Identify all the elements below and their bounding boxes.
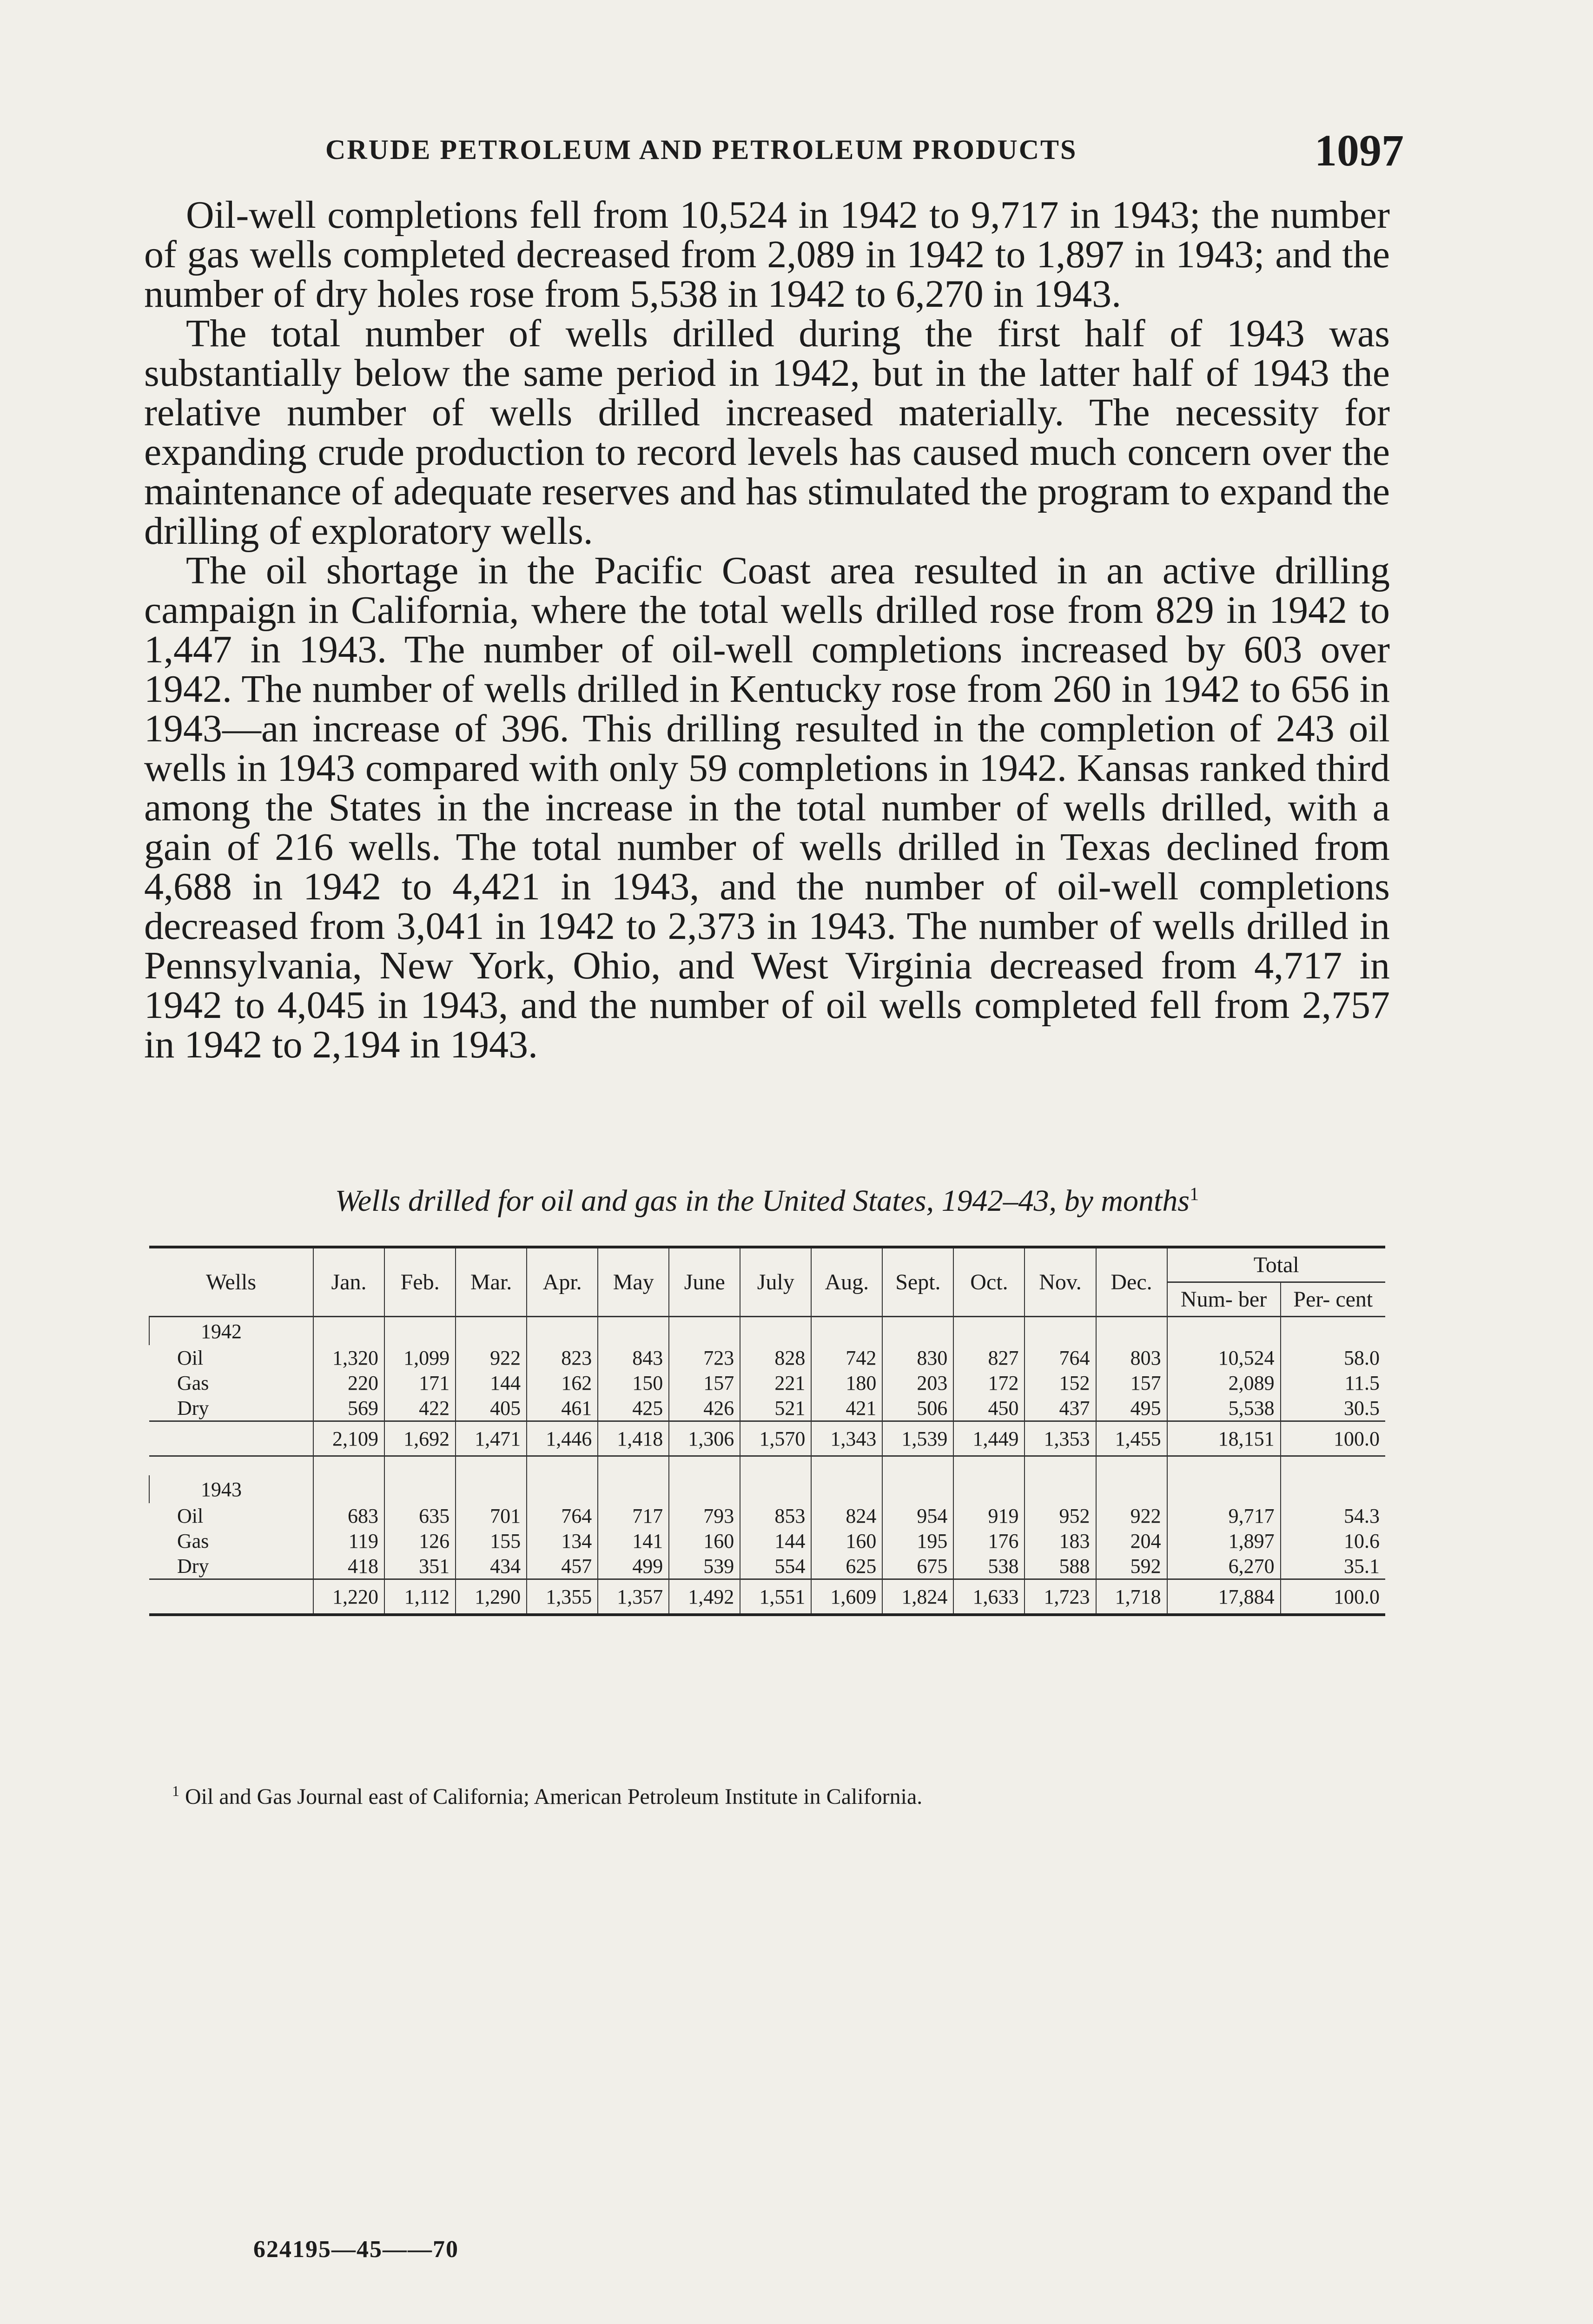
total-cell: 1,343 (811, 1421, 882, 1456)
table-cell: 764 (527, 1503, 598, 1528)
table-cell: 418 (313, 1553, 384, 1579)
table-cell: 843 (598, 1345, 669, 1370)
header-month: May (598, 1247, 669, 1317)
table-cell: 422 (384, 1395, 456, 1421)
table-cell: 176 (953, 1528, 1025, 1553)
table-cell: 1,099 (384, 1345, 456, 1370)
table-cell: 1,320 (313, 1345, 384, 1370)
total-cell: 1,418 (598, 1421, 669, 1456)
table-row (149, 1503, 1385, 1528)
table-cell: 569 (313, 1395, 384, 1421)
paragraph: The oil shortage in the Pacific Coast area resulted in an active drilling campaign in California, where the total wells drilled rose from 829 in 1942 to 1,447 in 1943. The number of oil-well completions increased by 603 over 1942. The number of wells drilled in Kentucky rose from 260 in 1942 to 656 in 1943—an increase of 396. This drilling resulted in the completion of 243 oil wells in 1943 compared with only 59 completions in 1942. Kansas ranked third among the States in the increase in the total number of wells drilled, with a gain of 216 wells. The total number of wells drilled in Texas declined from 4,688 in 1942 to 4,421 in 1943, and the number of oil-well completions decreased from 3,041 in 1942 to 2,373 in 1943. The number of wells drilled in Pennsylvania, New York, Ohio, and West Virginia decreased from 4,717 in 1942 to 4,045 in 1943, and the number of oil wells completed fell from 2,757 in 1942 to 2,194 in 1943. (144, 549, 1390, 1066)
table-cell: 5,538 (1167, 1395, 1281, 1421)
table-cell: 2,089 (1167, 1370, 1281, 1395)
header-month: Nov. (1025, 1247, 1096, 1317)
table-cell: 675 (882, 1553, 953, 1579)
table-cell: 922 (456, 1345, 527, 1370)
table-cell: 203 (882, 1370, 953, 1395)
table-cell: 426 (669, 1395, 740, 1421)
header-wells: Wells (149, 1247, 313, 1317)
row-label: Dry (177, 1396, 209, 1419)
header-month: Oct. (953, 1247, 1025, 1317)
table-cell: 152 (1025, 1370, 1096, 1395)
table-cell: 157 (669, 1370, 740, 1395)
total-cell: 1,570 (740, 1421, 811, 1456)
table-cell: 499 (598, 1553, 669, 1579)
total-cell: 1,633 (953, 1579, 1025, 1615)
header-number: Num- ber (1167, 1282, 1281, 1317)
total-row (149, 1579, 1385, 1615)
table-cell: 144 (740, 1528, 811, 1553)
header-month: Sept. (882, 1247, 953, 1317)
year-label: 1942 (149, 1317, 313, 1346)
year-row (149, 1475, 1385, 1503)
table-cell: 162 (527, 1370, 598, 1395)
table-cell: 1,897 (1167, 1528, 1281, 1553)
table-cell: 157 (1096, 1370, 1167, 1395)
row-label: Gas (177, 1529, 209, 1552)
table-caption-text: Wells drilled for oil and gas in the United States, 1942–43, by months (335, 1184, 1190, 1218)
total-cell: 100.0 (1281, 1421, 1385, 1456)
table-cell: 10.6 (1281, 1528, 1385, 1553)
paragraph: The total number of wells drilled during the first half of 1943 was substantially below the same period in 1942, but in the latter half of 1943 the relative number of wells drilled increased materially. The necessity for expanding crude production to record levels has caused much concern over the maintenance of adequate reserves and has stimulated the program to expand the drilling of exploratory wells. (144, 312, 1390, 553)
table-cell: 461 (527, 1395, 598, 1421)
table-cell: 434 (456, 1553, 527, 1579)
table-cell: 521 (740, 1395, 811, 1421)
table-cell: 10,524 (1167, 1345, 1281, 1370)
table-cell: 625 (811, 1553, 882, 1579)
table-row (149, 1370, 1385, 1395)
total-cell: 1,357 (598, 1579, 669, 1615)
table-cell: 35.1 (1281, 1553, 1385, 1579)
total-cell: 1,492 (669, 1579, 740, 1615)
total-cell: 1,471 (456, 1421, 527, 1456)
table-cell: 823 (527, 1345, 598, 1370)
header-month: June (669, 1247, 740, 1317)
table-cell: 853 (740, 1503, 811, 1528)
total-cell: 1,290 (456, 1579, 527, 1615)
table-cell: 592 (1096, 1553, 1167, 1579)
table-cell: 425 (598, 1395, 669, 1421)
table-cell: 30.5 (1281, 1395, 1385, 1421)
table-cell: 827 (953, 1345, 1025, 1370)
total-cell: 1,446 (527, 1421, 598, 1456)
row-label: Oil (177, 1346, 204, 1369)
table-cell: 635 (384, 1503, 456, 1528)
table-cell: 723 (669, 1345, 740, 1370)
printer-code: 624195—45——70 (253, 2236, 459, 2263)
table-caption-note-mark: 1 (1190, 1183, 1199, 1204)
total-cell: 1,551 (740, 1579, 811, 1615)
wells-table (149, 1246, 1385, 1616)
table-cell: 588 (1025, 1553, 1096, 1579)
table-cell: 405 (456, 1395, 527, 1421)
table-cell: 539 (669, 1553, 740, 1579)
total-cell: 1,220 (313, 1579, 384, 1615)
table-cell: 954 (882, 1503, 953, 1528)
header-percent: Per- cent (1281, 1282, 1385, 1317)
row-label: Gas (177, 1371, 209, 1394)
header-month: Feb. (384, 1247, 456, 1317)
table-cell: 160 (811, 1528, 882, 1553)
running-title: CRUDE PETROLEUM AND PETROLEUM PRODUCTS (325, 134, 1077, 165)
table-cell: 450 (953, 1395, 1025, 1421)
table-cell: 742 (811, 1345, 882, 1370)
table-cell: 437 (1025, 1395, 1096, 1421)
table-cell: 9,717 (1167, 1503, 1281, 1528)
total-cell: 100.0 (1281, 1579, 1385, 1615)
table-row (149, 1395, 1385, 1421)
table-cell: 6,270 (1167, 1553, 1281, 1579)
total-cell: 18,151 (1167, 1421, 1281, 1456)
table-cell: 717 (598, 1503, 669, 1528)
total-cell: 1,355 (527, 1579, 598, 1615)
table-cell: 172 (953, 1370, 1025, 1395)
total-cell: 1,824 (882, 1579, 953, 1615)
total-cell: 1,306 (669, 1421, 740, 1456)
table-row (149, 1345, 1385, 1370)
table-cell: 351 (384, 1553, 456, 1579)
total-cell: 2,109 (313, 1421, 384, 1456)
table-header-row (149, 1247, 1385, 1282)
year-row (149, 1317, 1385, 1346)
table-cell: 141 (598, 1528, 669, 1553)
table-cell: 495 (1096, 1395, 1167, 1421)
table-cell: 204 (1096, 1528, 1167, 1553)
table-row (149, 1528, 1385, 1553)
header-month: Jan. (313, 1247, 384, 1317)
total-cell: 1,718 (1096, 1579, 1167, 1615)
table-cell: 155 (456, 1528, 527, 1553)
table-cell: 119 (313, 1528, 384, 1553)
table-cell: 126 (384, 1528, 456, 1553)
year-label: 1943 (149, 1475, 313, 1503)
header-total: Total (1167, 1247, 1385, 1282)
header-month: July (740, 1247, 811, 1317)
total-cell: 1,353 (1025, 1421, 1096, 1456)
table-cell: 457 (527, 1553, 598, 1579)
table-cell: 195 (882, 1528, 953, 1553)
table-cell: 952 (1025, 1503, 1096, 1528)
table-cell: 160 (669, 1528, 740, 1553)
table-row (149, 1553, 1385, 1579)
table-cell: 824 (811, 1503, 882, 1528)
row-label: Oil (177, 1504, 204, 1527)
table-cell: 171 (384, 1370, 456, 1395)
table-cell: 58.0 (1281, 1345, 1385, 1370)
footnote (172, 1783, 1381, 1809)
table-cell: 554 (740, 1553, 811, 1579)
page-number: 1097 (1315, 125, 1404, 175)
table-cell: 803 (1096, 1345, 1167, 1370)
total-cell: 17,884 (1167, 1579, 1281, 1615)
table-cell: 830 (882, 1345, 953, 1370)
spacer-row (149, 1456, 1385, 1476)
table-cell: 506 (882, 1395, 953, 1421)
total-cell: 1,609 (811, 1579, 882, 1615)
header-month: Apr. (527, 1247, 598, 1317)
row-label: Dry (177, 1554, 209, 1578)
total-cell: 1,455 (1096, 1421, 1167, 1456)
table-cell: 793 (669, 1503, 740, 1528)
table-cell: 683 (313, 1503, 384, 1528)
table-cell: 421 (811, 1395, 882, 1421)
table-cell: 764 (1025, 1345, 1096, 1370)
footnote-mark: 1 (172, 1783, 179, 1799)
table-cell: 538 (953, 1553, 1025, 1579)
header-month: Dec. (1096, 1247, 1167, 1317)
table-body (149, 1317, 1385, 1615)
total-row (149, 1421, 1385, 1456)
table-cell: 144 (456, 1370, 527, 1395)
table-cell: 134 (527, 1528, 598, 1553)
header-month: Aug. (811, 1247, 882, 1317)
total-cell: 1,112 (384, 1579, 456, 1615)
table-cell: 11.5 (1281, 1370, 1385, 1395)
table-cell: 220 (313, 1370, 384, 1395)
footnote-text: Oil and Gas Journal east of California; American Petroleum Institute in California. (185, 1784, 923, 1809)
total-cell: 1,539 (882, 1421, 953, 1456)
table-cell: 922 (1096, 1503, 1167, 1528)
table-cell: 919 (953, 1503, 1025, 1528)
table-cell: 221 (740, 1370, 811, 1395)
table-cell: 150 (598, 1370, 669, 1395)
body-text (144, 195, 1390, 1064)
table-cell: 828 (740, 1345, 811, 1370)
running-head (153, 125, 1404, 176)
table-cell: 54.3 (1281, 1503, 1385, 1528)
header-month: Mar. (456, 1247, 527, 1317)
total-cell: 1,692 (384, 1421, 456, 1456)
total-cell: 1,723 (1025, 1579, 1096, 1615)
table-caption (149, 1183, 1385, 1219)
paragraph: Oil-well completions fell from 10,524 in 1942 to 9,717 in 1943; the number of gas wells completed decreased from 2,089 in 1942 to 1,897 in 1943; and the number of dry holes rose from 5,538 in 1942 to 6,270 in 1943. (144, 193, 1390, 316)
total-cell: 1,449 (953, 1421, 1025, 1456)
table-cell: 183 (1025, 1528, 1096, 1553)
table-cell: 701 (456, 1503, 527, 1528)
table-cell: 180 (811, 1370, 882, 1395)
